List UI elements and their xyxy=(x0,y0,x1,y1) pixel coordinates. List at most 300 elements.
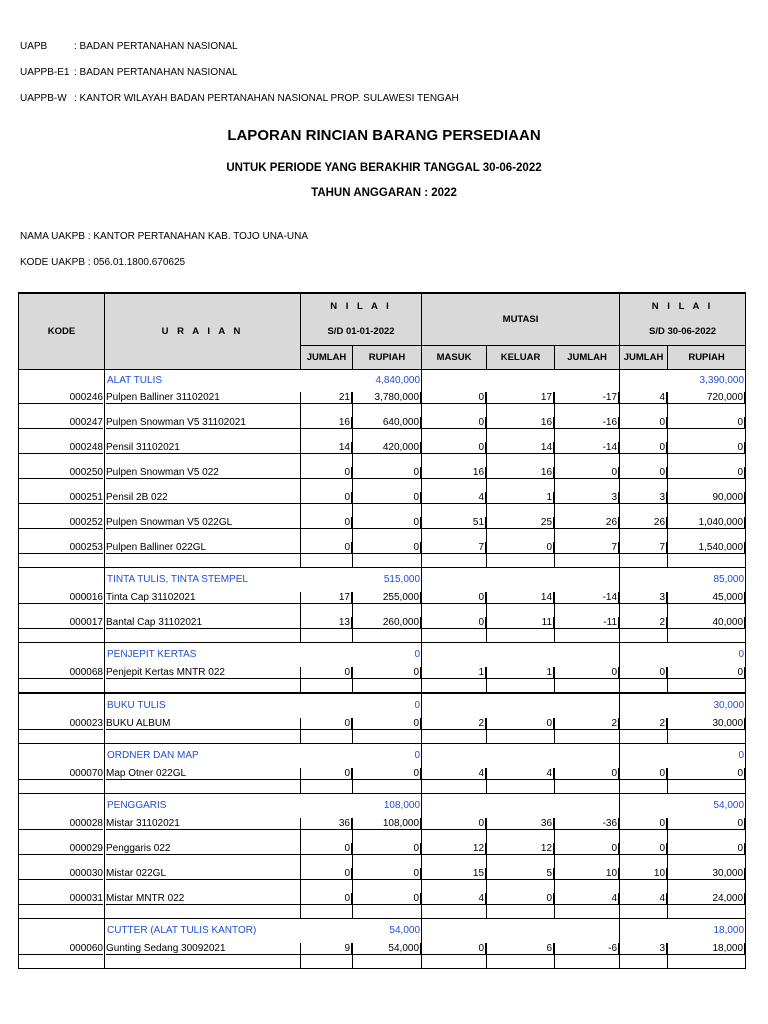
col-jumlah-awal: JUMLAH xyxy=(301,345,353,369)
item-jumlah-akhir: 2 xyxy=(620,718,667,730)
table-bottom-cell xyxy=(19,968,746,969)
item-jumlah-akhir-cell xyxy=(620,517,668,542)
item-jumlah-awal: 14 xyxy=(301,442,352,454)
col-jumlah-akhir: JUMLAH xyxy=(620,345,668,369)
group-akhir-total: 3,390,000 xyxy=(620,369,746,392)
item-uraian-cell xyxy=(105,893,301,919)
table-row xyxy=(19,517,746,542)
item-jumlah-awal-cell xyxy=(301,392,353,417)
item-uraian-cell xyxy=(105,517,301,542)
item-jumlah-akhir: 4 xyxy=(620,392,667,404)
group-akhir-total: 0 xyxy=(620,642,746,667)
item-kode: 000031 xyxy=(19,893,103,905)
item-rupiah-awal-cell xyxy=(353,517,422,542)
item-keluar: 36 xyxy=(487,818,554,830)
item-rupiah-awal: 420,000 xyxy=(353,442,421,454)
item-jumlah-awal: 0 xyxy=(301,893,352,905)
item-uraian: Pulpen Balliner 31102021 xyxy=(106,392,300,404)
item-masuk-cell xyxy=(422,417,487,442)
item-jumlah-awal-cell xyxy=(301,442,353,467)
item-rupiah-awal-cell xyxy=(353,442,422,467)
group-kode xyxy=(19,369,105,392)
item-uraian: BUKU ALBUM xyxy=(106,718,300,730)
item-jumlah-mutasi-cell xyxy=(555,542,620,568)
item-uraian: Penggaris 022 xyxy=(106,843,300,855)
item-uraian-cell xyxy=(105,843,301,868)
item-kode: 000060 xyxy=(19,943,103,955)
group-akhir-total: 30,000 xyxy=(620,693,746,718)
item-rupiah-akhir-cell xyxy=(668,617,746,643)
item-rupiah-akhir-cell xyxy=(668,868,746,893)
item-jumlah-mutasi-cell xyxy=(555,718,620,744)
item-rupiah-akhir-cell xyxy=(668,768,746,794)
item-kode: 000017 xyxy=(19,617,103,629)
item-rupiah-awal-cell xyxy=(353,893,422,919)
item-masuk-cell xyxy=(422,517,487,542)
item-jumlah-mutasi: -6 xyxy=(555,943,619,955)
item-jumlah-mutasi-cell xyxy=(555,592,620,617)
item-rupiah-awal-cell xyxy=(353,417,422,442)
item-rupiah-akhir-cell xyxy=(668,818,746,843)
report-year: TAHUN ANGGARAN : 2022 xyxy=(311,187,457,199)
uapb-line xyxy=(20,41,238,52)
group-name: CUTTER (ALAT TULIS KANTOR) xyxy=(105,918,301,943)
item-jumlah-mutasi: 10 xyxy=(555,868,619,880)
item-jumlah-akhir: 3 xyxy=(620,943,667,955)
col-sd-akhir: S/D 30-06-2022 xyxy=(620,319,746,345)
item-masuk: 4 xyxy=(422,893,486,905)
item-kode-cell xyxy=(19,868,105,893)
item-masuk-cell xyxy=(422,943,487,969)
item-jumlah-akhir: 2 xyxy=(620,617,667,629)
col-mutasi: MUTASI xyxy=(422,293,620,345)
item-uraian-cell xyxy=(105,542,301,568)
item-jumlah-awal: 0 xyxy=(301,667,352,679)
item-jumlah-akhir: 0 xyxy=(620,843,667,855)
group-mutasi-blank xyxy=(422,793,620,818)
report-subtitle: UNTUK PERIODE YANG BERAKHIR TANGGAL 30-06-2022 xyxy=(226,162,542,174)
item-jumlah-mutasi: -16 xyxy=(555,417,619,429)
item-kode-cell xyxy=(19,467,105,492)
item-masuk: 0 xyxy=(422,442,486,454)
item-kode-cell xyxy=(19,893,105,919)
table-row xyxy=(19,718,746,744)
item-keluar: 16 xyxy=(487,417,554,429)
group-mutasi-blank xyxy=(422,567,620,592)
item-keluar-cell xyxy=(487,592,555,617)
item-kode: 000023 xyxy=(19,718,103,730)
item-rupiah-akhir-cell xyxy=(668,667,746,693)
col-sd-awal: S/D 01-01-2022 xyxy=(301,319,422,345)
item-jumlah-awal-cell xyxy=(301,542,353,568)
item-jumlah-akhir: 0 xyxy=(620,667,667,679)
col-nilai-akhir: N I L A I xyxy=(620,293,746,319)
item-jumlah-awal: 0 xyxy=(301,843,352,855)
table-row xyxy=(19,843,746,868)
group-akhir-total: 18,000 xyxy=(620,918,746,943)
item-jumlah-awal: 21 xyxy=(301,392,352,404)
item-uraian: Tinta Cap 31102021 xyxy=(106,592,300,604)
item-jumlah-mutasi-cell xyxy=(555,467,620,492)
item-kode: 000246 xyxy=(19,392,103,404)
item-rupiah-akhir: 1,040,000 xyxy=(668,517,745,529)
item-kode: 000068 xyxy=(19,667,103,679)
item-keluar: 1 xyxy=(487,667,554,679)
item-rupiah-akhir-cell xyxy=(668,517,746,542)
item-keluar-cell xyxy=(487,893,555,919)
item-uraian: Bantal Cap 31102021 xyxy=(106,617,300,629)
item-kode: 000028 xyxy=(19,818,103,830)
uappbw-value: : KANTOR WILAYAH BADAN PERTANAHAN NASIONAL PROP. SULAWESI TENGAH xyxy=(74,93,459,104)
item-keluar: 4 xyxy=(487,768,554,780)
item-jumlah-awal-cell xyxy=(301,617,353,643)
item-jumlah-akhir-cell xyxy=(620,718,668,744)
item-keluar: 11 xyxy=(487,617,554,629)
item-jumlah-mutasi-cell xyxy=(555,492,620,517)
item-rupiah-awal-cell xyxy=(353,592,422,617)
group-awal-total: 0 xyxy=(301,642,422,667)
item-jumlah-mutasi-cell xyxy=(555,417,620,442)
item-masuk: 0 xyxy=(422,592,486,604)
item-kode-cell xyxy=(19,843,105,868)
item-kode: 000248 xyxy=(19,442,103,454)
group-awal-total: 515,000 xyxy=(301,567,422,592)
col-keluar: KELUAR xyxy=(487,345,555,369)
item-jumlah-awal: 36 xyxy=(301,818,352,830)
item-uraian-cell xyxy=(105,417,301,442)
item-uraian: Pensil 31102021 xyxy=(106,442,300,454)
item-jumlah-mutasi: 7 xyxy=(555,542,619,554)
item-jumlah-mutasi: 0 xyxy=(555,467,619,479)
item-rupiah-awal-cell xyxy=(353,843,422,868)
item-rupiah-akhir-cell xyxy=(668,542,746,568)
item-rupiah-awal-cell xyxy=(353,718,422,744)
item-jumlah-mutasi: 4 xyxy=(555,893,619,905)
item-rupiah-awal-cell xyxy=(353,492,422,517)
nama-uakpb: NAMA UAKPB : KANTOR PERTANAHAN KAB. TOJO UNA-UNA xyxy=(20,231,309,242)
item-rupiah-awal: 0 xyxy=(353,517,421,529)
group-mutasi-blank xyxy=(422,369,620,392)
inventory-table xyxy=(18,292,746,969)
item-rupiah-akhir: 30,000 xyxy=(668,868,745,880)
item-rupiah-awal: 3,780,000 xyxy=(353,392,421,404)
item-masuk: 4 xyxy=(422,768,486,780)
item-uraian-cell xyxy=(105,868,301,893)
item-masuk-cell xyxy=(422,843,487,868)
group-row xyxy=(19,743,746,768)
table-row xyxy=(19,492,746,517)
item-masuk: 12 xyxy=(422,843,486,855)
item-rupiah-awal-cell xyxy=(353,943,422,969)
item-rupiah-awal: 255,000 xyxy=(353,592,421,604)
item-rupiah-akhir-cell xyxy=(668,592,746,617)
item-jumlah-akhir-cell xyxy=(620,768,668,794)
item-masuk: 0 xyxy=(422,417,486,429)
item-jumlah-akhir-cell xyxy=(620,492,668,517)
item-keluar: 6 xyxy=(487,943,554,955)
item-rupiah-akhir: 40,000 xyxy=(668,617,745,629)
item-jumlah-akhir-cell xyxy=(620,467,668,492)
table-row xyxy=(19,392,746,417)
item-jumlah-mutasi: 0 xyxy=(555,768,619,780)
item-jumlah-akhir: 10 xyxy=(620,868,667,880)
item-jumlah-awal: 0 xyxy=(301,542,352,554)
item-rupiah-awal-cell xyxy=(353,392,422,417)
item-jumlah-akhir: 3 xyxy=(620,592,667,604)
item-keluar-cell xyxy=(487,843,555,868)
group-awal-total: 0 xyxy=(301,743,422,768)
item-keluar-cell xyxy=(487,442,555,467)
group-kode xyxy=(19,918,105,943)
item-jumlah-akhir-cell xyxy=(620,542,668,568)
item-kode: 000251 xyxy=(19,492,103,504)
group-kode xyxy=(19,743,105,768)
item-jumlah-awal-cell xyxy=(301,893,353,919)
item-keluar-cell xyxy=(487,667,555,693)
item-keluar-cell xyxy=(487,467,555,492)
item-jumlah-akhir-cell xyxy=(620,843,668,868)
kode-uakpb: KODE UAKPB : 056.01.1800.670625 xyxy=(20,257,186,268)
group-name: PENGGARIS xyxy=(105,793,301,818)
col-jumlah-mutasi: JUMLAH xyxy=(555,345,620,369)
item-jumlah-awal-cell xyxy=(301,868,353,893)
item-uraian-cell xyxy=(105,442,301,467)
item-jumlah-mutasi: 0 xyxy=(555,843,619,855)
item-jumlah-akhir-cell xyxy=(620,667,668,693)
item-rupiah-akhir-cell xyxy=(668,492,746,517)
item-uraian: Pulpen Snowman V5 31102021 xyxy=(106,417,300,429)
item-rupiah-akhir: 1,540,000 xyxy=(668,542,745,554)
item-rupiah-awal: 0 xyxy=(353,467,421,479)
group-row xyxy=(19,793,746,818)
item-masuk-cell xyxy=(422,893,487,919)
item-masuk-cell xyxy=(422,768,487,794)
item-uraian-cell xyxy=(105,467,301,492)
item-masuk-cell xyxy=(422,392,487,417)
item-kode: 000253 xyxy=(19,542,103,554)
uapb-label: UAPB xyxy=(20,41,48,52)
item-rupiah-akhir: 18,000 xyxy=(668,943,745,955)
item-jumlah-akhir-cell xyxy=(620,592,668,617)
col-rupiah-akhir: RUPIAH xyxy=(668,345,746,369)
table-row xyxy=(19,768,746,794)
item-rupiah-akhir: 0 xyxy=(668,442,745,454)
item-kode-cell xyxy=(19,768,105,794)
item-jumlah-awal-cell xyxy=(301,467,353,492)
item-jumlah-mutasi: -36 xyxy=(555,818,619,830)
item-rupiah-awal: 0 xyxy=(353,667,421,679)
item-masuk: 2 xyxy=(422,718,486,730)
item-uraian-cell xyxy=(105,943,301,969)
group-mutasi-blank xyxy=(422,642,620,667)
item-rupiah-akhir: 0 xyxy=(668,843,745,855)
group-name: ORDNER DAN MAP xyxy=(105,743,301,768)
item-jumlah-akhir: 0 xyxy=(620,417,667,429)
item-rupiah-awal-cell xyxy=(353,868,422,893)
item-jumlah-mutasi-cell xyxy=(555,392,620,417)
item-rupiah-awal-cell xyxy=(353,617,422,643)
item-rupiah-awal-cell xyxy=(353,542,422,568)
item-keluar-cell xyxy=(487,492,555,517)
item-jumlah-akhir: 0 xyxy=(620,467,667,479)
item-jumlah-mutasi-cell xyxy=(555,893,620,919)
item-keluar-cell xyxy=(487,392,555,417)
item-uraian: Mistar MNTR 022 xyxy=(106,893,300,905)
item-jumlah-akhir: 0 xyxy=(620,768,667,780)
item-rupiah-akhir-cell xyxy=(668,392,746,417)
item-rupiah-akhir: 0 xyxy=(668,768,745,780)
item-uraian: Pulpen Snowman V5 022GL xyxy=(106,517,300,529)
item-masuk: 16 xyxy=(422,467,486,479)
table-row xyxy=(19,943,746,969)
item-jumlah-akhir-cell xyxy=(620,442,668,467)
item-uraian: Penjepit Kertas MNTR 022 xyxy=(106,667,300,679)
col-kode: KODE xyxy=(19,293,105,369)
item-jumlah-akhir: 0 xyxy=(620,818,667,830)
item-jumlah-mutasi: -11 xyxy=(555,617,619,629)
item-uraian: Pensil 2B 022 xyxy=(106,492,300,504)
item-rupiah-awal-cell xyxy=(353,667,422,693)
item-kode-cell xyxy=(19,392,105,417)
item-jumlah-awal: 13 xyxy=(301,617,352,629)
item-masuk-cell xyxy=(422,542,487,568)
item-keluar: 14 xyxy=(487,592,554,604)
item-jumlah-awal: 16 xyxy=(301,417,352,429)
item-jumlah-mutasi-cell xyxy=(555,868,620,893)
item-jumlah-mutasi: -17 xyxy=(555,392,619,404)
item-jumlah-awal: 0 xyxy=(301,517,352,529)
item-rupiah-akhir: 24,000 xyxy=(668,893,745,905)
item-masuk: 15 xyxy=(422,868,486,880)
item-keluar-cell xyxy=(487,718,555,744)
item-keluar-cell xyxy=(487,818,555,843)
item-rupiah-akhir: 0 xyxy=(668,667,745,679)
item-jumlah-mutasi: 26 xyxy=(555,517,619,529)
item-masuk: 51 xyxy=(422,517,486,529)
item-rupiah-awal-cell xyxy=(353,818,422,843)
item-rupiah-akhir-cell xyxy=(668,943,746,969)
group-mutasi-blank xyxy=(422,693,620,718)
item-jumlah-awal: 0 xyxy=(301,768,352,780)
item-rupiah-akhir: 30,000 xyxy=(668,718,745,730)
group-mutasi-blank xyxy=(422,743,620,768)
group-kode xyxy=(19,793,105,818)
item-uraian-cell xyxy=(105,768,301,794)
item-jumlah-akhir-cell xyxy=(620,893,668,919)
uapb-value: : BADAN PERTANAHAN NASIONAL xyxy=(74,41,238,52)
item-jumlah-mutasi: 3 xyxy=(555,492,619,504)
item-keluar-cell xyxy=(487,617,555,643)
group-name: BUKU TULIS xyxy=(105,693,301,718)
uappbw-label: UAPPB-W xyxy=(20,93,67,104)
item-rupiah-awal: 0 xyxy=(353,492,421,504)
item-kode-cell xyxy=(19,492,105,517)
item-uraian: Mistar 022GL xyxy=(106,868,300,880)
item-jumlah-mutasi-cell xyxy=(555,768,620,794)
group-awal-total: 0 xyxy=(301,693,422,718)
table-row xyxy=(19,617,746,643)
item-masuk: 0 xyxy=(422,943,486,955)
item-keluar: 17 xyxy=(487,392,554,404)
col-rupiah-awal: RUPIAH xyxy=(353,345,422,369)
item-rupiah-awal-cell xyxy=(353,768,422,794)
group-akhir-total: 54,000 xyxy=(620,793,746,818)
item-jumlah-awal-cell xyxy=(301,843,353,868)
item-uraian-cell xyxy=(105,617,301,643)
item-jumlah-akhir: 3 xyxy=(620,492,667,504)
item-keluar: 25 xyxy=(487,517,554,529)
item-kode-cell xyxy=(19,542,105,568)
item-kode: 000252 xyxy=(19,517,103,529)
item-masuk: 0 xyxy=(422,617,486,629)
table-row xyxy=(19,667,746,693)
item-keluar: 0 xyxy=(487,542,554,554)
item-keluar: 16 xyxy=(487,467,554,479)
item-jumlah-awal-cell xyxy=(301,517,353,542)
group-kode xyxy=(19,693,105,718)
item-jumlah-mutasi-cell xyxy=(555,617,620,643)
item-jumlah-mutasi: -14 xyxy=(555,592,619,604)
uappbe1-label: UAPPB-E1 xyxy=(20,67,70,78)
item-rupiah-awal-cell xyxy=(353,467,422,492)
item-jumlah-akhir: 7 xyxy=(620,542,667,554)
col-masuk: MASUK xyxy=(422,345,487,369)
item-rupiah-awal: 0 xyxy=(353,843,421,855)
item-keluar-cell xyxy=(487,417,555,442)
item-kode-cell xyxy=(19,667,105,693)
item-jumlah-akhir: 0 xyxy=(620,442,667,454)
item-masuk-cell xyxy=(422,592,487,617)
group-name: PENJEPIT KERTAS xyxy=(105,642,301,667)
item-jumlah-akhir-cell xyxy=(620,943,668,969)
item-uraian-cell xyxy=(105,592,301,617)
table-row xyxy=(19,868,746,893)
item-jumlah-awal-cell xyxy=(301,718,353,744)
item-kode-cell xyxy=(19,442,105,467)
item-jumlah-awal: 0 xyxy=(301,868,352,880)
item-rupiah-akhir: 0 xyxy=(668,467,745,479)
item-masuk: 1 xyxy=(422,667,486,679)
item-jumlah-awal: 17 xyxy=(301,592,352,604)
item-uraian: Gunting Sedang 30092021 xyxy=(106,943,300,955)
item-kode: 000070 xyxy=(19,768,103,780)
item-jumlah-mutasi: 0 xyxy=(555,667,619,679)
item-rupiah-akhir-cell xyxy=(668,718,746,744)
item-rupiah-akhir-cell xyxy=(668,442,746,467)
col-nilai-awal: N I L A I xyxy=(301,293,422,319)
item-jumlah-akhir-cell xyxy=(620,617,668,643)
item-kode: 000250 xyxy=(19,467,103,479)
item-keluar: 12 xyxy=(487,843,554,855)
item-jumlah-mutasi-cell xyxy=(555,843,620,868)
group-row xyxy=(19,693,746,718)
item-rupiah-awal: 0 xyxy=(353,718,421,730)
item-rupiah-akhir: 720,000 xyxy=(668,392,745,404)
item-jumlah-akhir: 26 xyxy=(620,517,667,529)
item-masuk: 0 xyxy=(422,392,486,404)
item-uraian-cell xyxy=(105,392,301,417)
item-keluar-cell xyxy=(487,517,555,542)
item-masuk: 0 xyxy=(422,818,486,830)
item-masuk-cell xyxy=(422,667,487,693)
item-keluar: 5 xyxy=(487,868,554,880)
table-row xyxy=(19,442,746,467)
group-awal-total: 4,840,000 xyxy=(301,369,422,392)
item-rupiah-awal: 0 xyxy=(353,542,421,554)
table-row xyxy=(19,893,746,919)
item-jumlah-awal: 9 xyxy=(301,943,352,955)
group-kode xyxy=(19,567,105,592)
